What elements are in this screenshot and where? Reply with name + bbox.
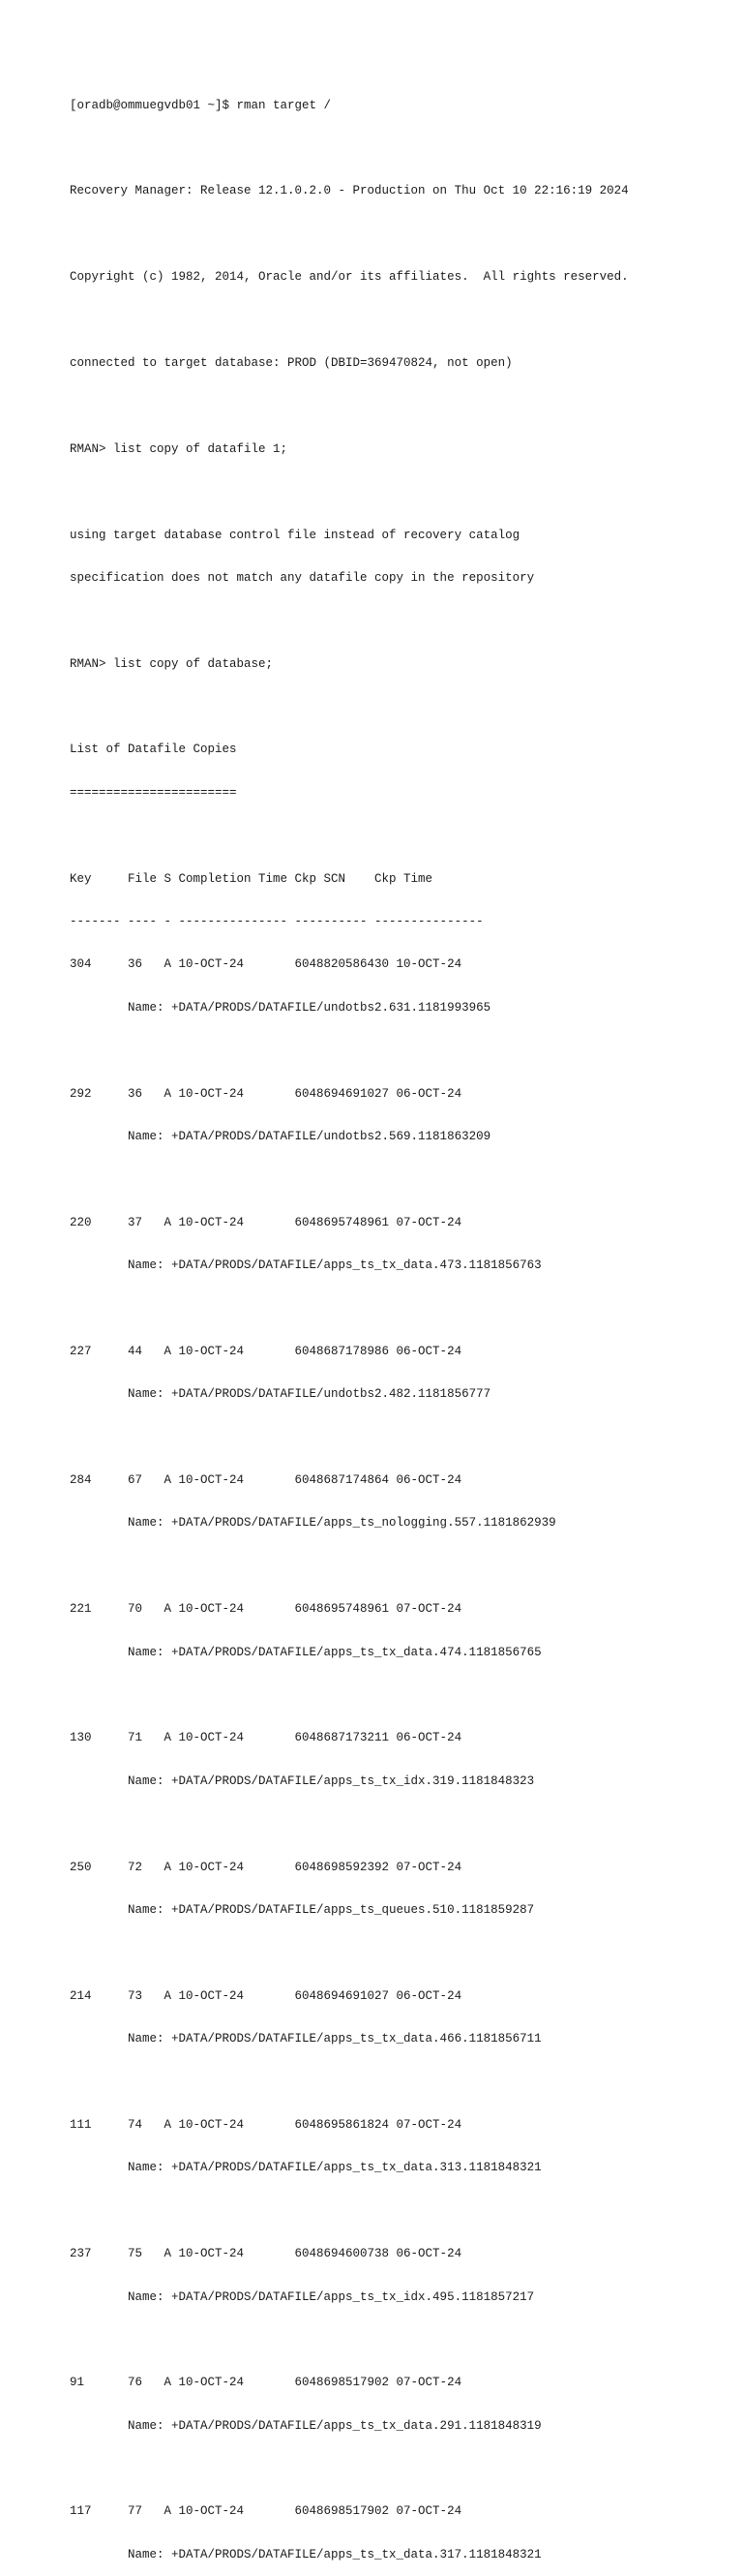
terminal-line: 284 67 A 10-OCT-24 6048687174864 06-OCT-24 — [70, 1473, 462, 1488]
terminal-line: Name: +DATA/PRODS/DATAFILE/apps_ts_nologging.557.1181862939 — [70, 1516, 556, 1530]
terminal-line: Copyright (c) 1982, 2014, Oracle and/or its affiliates. All rights reserved. — [70, 270, 629, 285]
terminal-line: specification does not match any datafile copy in the repository — [70, 570, 535, 585]
terminal-line: ======================= — [70, 785, 237, 800]
terminal-line — [70, 141, 728, 156]
terminal-line: Name: +DATA/PRODS/DATAFILE/apps_ts_tx_data.317.1181848321 — [70, 2547, 542, 2561]
terminal-line: Name: +DATA/PRODS/DATAFILE/apps_ts_tx_idx.319.1181848323 — [70, 1773, 535, 1788]
terminal-line — [70, 1172, 728, 1187]
terminal-line — [70, 614, 728, 628]
terminal-line: Name: +DATA/PRODS/DATAFILE/apps_ts_tx_data.474.1181856765 — [70, 1645, 542, 1659]
terminal-line — [70, 1560, 728, 1574]
terminal-line: 220 37 A 10-OCT-24 6048695748961 07-OCT-24 — [70, 1215, 462, 1229]
terminal-line: Recovery Manager: Release 12.1.0.2.0 - Production on Thu Oct 10 22:16:19 2024 — [70, 184, 629, 198]
terminal-line: 91 76 A 10-OCT-24 6048698517902 07-OCT-24 — [70, 2376, 462, 2390]
terminal-line: [oradb@ommuegvdb01 ~]$ rman target / — [70, 98, 332, 112]
terminal-line — [70, 1431, 728, 1445]
terminal-line — [70, 700, 728, 714]
terminal-line — [70, 2333, 728, 2348]
terminal-line — [70, 1044, 728, 1058]
terminal-line — [70, 829, 728, 843]
terminal-line: 304 36 A 10-OCT-24 6048820586430 10-OCT-24 — [70, 957, 462, 972]
terminal-line: Name: +DATA/PRODS/DATAFILE/apps_ts_tx_data.473.1181856763 — [70, 1258, 542, 1273]
terminal-line: Name: +DATA/PRODS/DATAFILE/apps_ts_tx_data.466.1181856711 — [70, 2032, 542, 2046]
terminal-line — [70, 399, 728, 413]
terminal-line: 117 77 A 10-OCT-24 6048698517902 07-OCT-24 — [70, 2504, 462, 2519]
terminal-line: Name: +DATA/PRODS/DATAFILE/apps_ts_tx_data.313.1181848321 — [70, 2161, 542, 2175]
terminal-line: 237 75 A 10-OCT-24 6048694600738 06-OCT-24 — [70, 2247, 462, 2261]
terminal-line — [70, 1688, 728, 1703]
terminal-line — [70, 1302, 728, 1317]
terminal-line: Name: +DATA/PRODS/DATAFILE/undotbs2.482.1181856777 — [70, 1387, 491, 1402]
terminal-line — [70, 314, 728, 328]
terminal-line: 250 72 A 10-OCT-24 6048698592392 07-OCT-24 — [70, 1860, 462, 1874]
terminal-line: 214 73 A 10-OCT-24 6048694691027 06-OCT-24 — [70, 1988, 462, 2003]
terminal-line: List of Datafile Copies — [70, 742, 237, 757]
terminal-line: 130 71 A 10-OCT-24 6048687173211 06-OCT-24 — [70, 1731, 462, 1745]
terminal-line: 221 70 A 10-OCT-24 6048695748961 07-OCT-24 — [70, 1602, 462, 1617]
terminal-line: Name: +DATA/PRODS/DATAFILE/undotbs2.631.1181993965 — [70, 1000, 491, 1015]
terminal-line — [70, 2462, 728, 2476]
terminal-output[interactable] — [70, 70, 728, 2576]
terminal-line: Name: +DATA/PRODS/DATAFILE/apps_ts_tx_data.291.1181848319 — [70, 2418, 542, 2433]
terminal-line: Name: +DATA/PRODS/DATAFILE/apps_ts_queues.510.1181859287 — [70, 1903, 535, 1917]
terminal-line — [70, 1946, 728, 1960]
terminal-line: 292 36 A 10-OCT-24 6048694691027 06-OCT-24 — [70, 1086, 462, 1101]
terminal-line: RMAN> list copy of datafile 1; — [70, 441, 288, 456]
terminal-line: ------- ---- - --------------- ---------- --------------- — [70, 915, 484, 929]
terminal-line — [70, 1817, 728, 1832]
terminal-line — [70, 485, 728, 500]
terminal-line: using target database control file instead of recovery catalog — [70, 528, 520, 542]
terminal-line — [70, 2076, 728, 2090]
terminal-line: Name: +DATA/PRODS/DATAFILE/apps_ts_tx_idx.495.1181857217 — [70, 2289, 535, 2304]
terminal-line: 227 44 A 10-OCT-24 6048687178986 06-OCT-24 — [70, 1344, 462, 1358]
terminal-line — [70, 227, 728, 242]
terminal-line: RMAN> list copy of database; — [70, 656, 274, 671]
terminal-line — [70, 2204, 728, 2219]
terminal-line: 111 74 A 10-OCT-24 6048695861824 07-OCT-24 — [70, 2117, 462, 2132]
terminal-line: Name: +DATA/PRODS/DATAFILE/undotbs2.569.1181863209 — [70, 1129, 491, 1143]
terminal-line: Key File S Completion Time Ckp SCN Ckp Time — [70, 871, 433, 886]
terminal-line: connected to target database: PROD (DBID=369470824, not open) — [70, 355, 513, 370]
